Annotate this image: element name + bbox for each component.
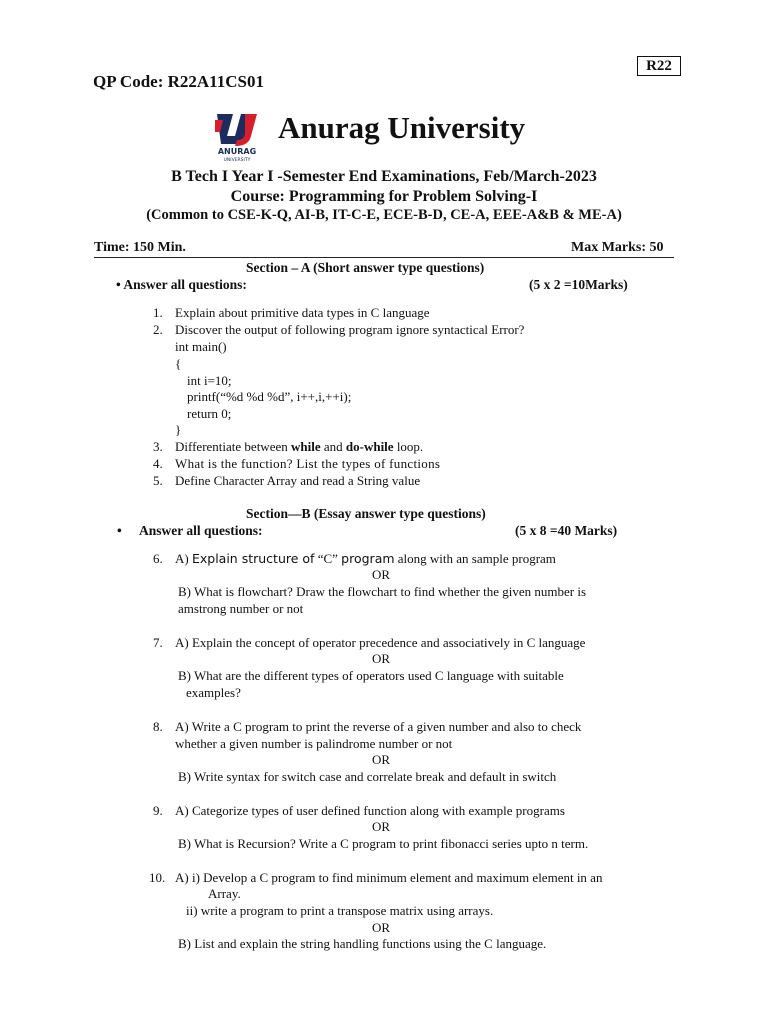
- question-number: 2.: [153, 322, 163, 337]
- code-line: }: [175, 422, 182, 437]
- question-7b-line2: examples?: [186, 685, 241, 700]
- section-b-title: Section—B (Essay answer type questions): [246, 506, 486, 521]
- exam-time: Time: 150 Min.: [94, 240, 186, 255]
- section-a-instruction: • Answer all questions:: [116, 277, 247, 292]
- question-number: 9.: [153, 803, 163, 818]
- question-8a-line2: whether a given number is palindrome number or not: [175, 736, 453, 751]
- question-7a: A) Explain the concept of operator precedence and associatively in C language: [175, 635, 586, 650]
- common-to: (Common to CSE-K-Q, AI-B, IT-C-E, ECE-B-D, CE-A, EEE-A&B & ME-A): [146, 207, 622, 223]
- question-9b: B) What is Recursion? Write a C program to print fibonacci series upto n term.: [178, 836, 589, 851]
- header-rule: [94, 257, 674, 258]
- code-line: int i=10;: [187, 373, 232, 388]
- bullet: •: [117, 523, 122, 538]
- question-number: 8.: [153, 719, 163, 734]
- section-a-title: Section – A (Short answer type questions): [246, 260, 485, 275]
- question-3: Differentiate between while and do-while loop.: [175, 439, 424, 454]
- logo-subtext: UNIVERSITY: [223, 158, 251, 162]
- question-8a-line1: A) Write a C program to print the reverse of a given number and also to check: [175, 719, 582, 734]
- question-10a-line3: ii) write a program to print a transpose matrix using arrays.: [186, 903, 494, 918]
- question-10b: B) List and explain the string handling functions using the C language.: [178, 936, 547, 951]
- question-10a-line1: A) i) Develop a C program to find minimum element and maximum element in an: [175, 870, 603, 885]
- question-2: Discover the output of following program ignore syntactical Error?: [175, 322, 525, 337]
- or-separator: OR: [372, 567, 391, 582]
- question-1: Explain about primitive data types in C language: [175, 305, 430, 320]
- or-separator: OR: [372, 752, 391, 767]
- logo-text: ANURAG: [217, 147, 257, 156]
- or-separator: OR: [372, 920, 391, 935]
- question-number: 4.: [153, 456, 163, 471]
- code-line: {: [175, 356, 182, 371]
- or-separator: OR: [372, 819, 391, 834]
- section-b-instruction: Answer all questions:: [139, 523, 263, 538]
- question-6a: A) Explain structure of “C” program along with an sample program: [175, 551, 556, 566]
- exam-title: B Tech I Year I -Semester End Examinations, Feb/March-2023: [171, 168, 597, 185]
- qp-code: QP Code: R22A11CS01: [93, 72, 264, 91]
- question-number: 5.: [153, 473, 163, 488]
- question-number: 1.: [153, 305, 163, 320]
- code-line: return 0;: [187, 406, 232, 421]
- section-b-marks: (5 x 8 =40 Marks): [515, 523, 618, 538]
- question-number: 10.: [149, 870, 166, 885]
- question-number: 7.: [153, 635, 163, 650]
- code-line: printf(“%d %d %d”, i++,i,++i);: [187, 389, 352, 404]
- regulation-badge: R22: [637, 56, 681, 76]
- section-a-marks: (5 x 2 =10Marks): [529, 277, 628, 292]
- question-8b: B) Write syntax for switch case and correlate break and default in switch: [178, 769, 557, 784]
- question-6b-line1: B) What is flowchart? Draw the flowchart to find whether the given number is: [178, 584, 587, 599]
- question-number: 3.: [153, 439, 163, 454]
- max-marks: Max Marks: 50: [571, 240, 664, 255]
- or-separator: OR: [372, 651, 391, 666]
- university-logo: [211, 110, 263, 162]
- university-name: Anurag University: [278, 110, 526, 145]
- question-6b-line2: amstrong number or not: [178, 601, 304, 616]
- course-title: Course: Programming for Problem Solving-I: [230, 188, 538, 205]
- question-5: Define Character Array and read a String value: [175, 473, 421, 488]
- code-line: int main(): [175, 339, 227, 354]
- question-number: 6.: [153, 551, 163, 566]
- question-7b-line1: B) What are the different types of operators used C language with suitable: [178, 668, 564, 683]
- question-4: What is the function? List the types of functions: [175, 456, 441, 471]
- question-10a-line2: Array.: [208, 886, 241, 901]
- question-9a: A) Categorize types of user defined function along with example programs: [175, 803, 565, 818]
